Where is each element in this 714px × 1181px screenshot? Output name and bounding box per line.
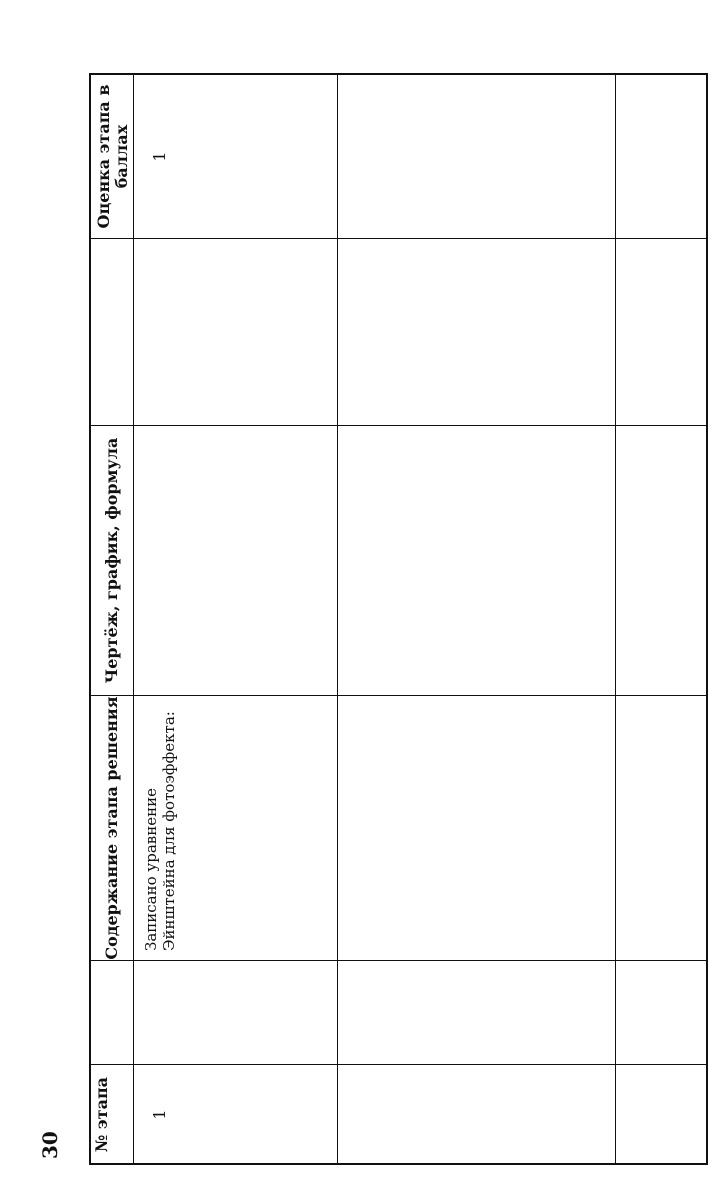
header-stage: № этапа [92, 1076, 111, 1153]
row1-score: 1 [150, 151, 169, 162]
header-score: Оценка этапа в баллах [94, 84, 131, 229]
row1-content: Записано уравнение Эйнштейна для фотоэффекта: [142, 711, 178, 951]
header-drawing: Чертёж, график, формула [102, 437, 121, 684]
header-content: Содержание этапа решения [102, 696, 121, 960]
row1-stage: 1 [150, 1109, 169, 1120]
task-30-number: 30 [38, 1131, 62, 1159]
